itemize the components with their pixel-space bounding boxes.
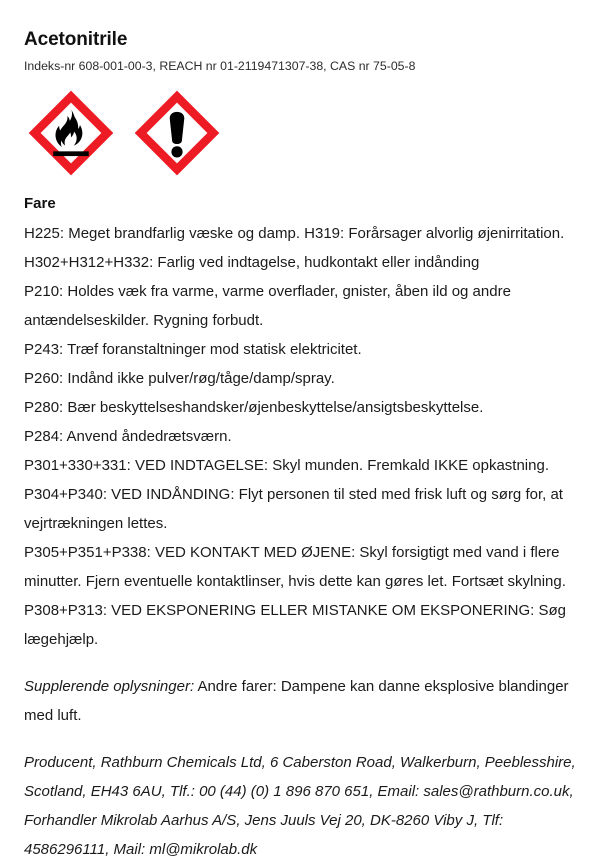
- signal-word: Fare: [24, 195, 56, 212]
- flame-pictogram: [25, 87, 117, 179]
- pictogram-row: [25, 87, 576, 179]
- page-title: Acetonitrile: [24, 29, 128, 50]
- statement: P305+P351+P338: VED KONTAKT MED ØJENE: Skyl forsigtigt med vand i flere minutter. Fjern eventuelle kontaktlinser, hvis dette kan gøres let. Fortsæt skylning.: [24, 544, 566, 590]
- statement: P304+P340: VED INDÅNDING: Flyt personen til sted med frisk luft og sørg for, at vejrtrækningen lettes.: [24, 486, 563, 532]
- statement: P301+330+331: VED INDTAGELSE: Skyl munden. Fremkald IKKE opkastning.: [24, 457, 549, 474]
- statement: P308+P313: VED EKSPONERING ELLER MISTANKE OM EKSPONERING: Søg lægehjælp.: [24, 602, 566, 648]
- substance-identifiers: Indeks-nr 608-001-00-3, REACH nr 01-2119471307-38, CAS nr 75-05-8: [24, 59, 416, 73]
- supplemental-information: [24, 672, 576, 730]
- exclamation-mark-pictogram: [131, 87, 223, 179]
- supplier-contact-information: Producent, Rathburn Chemicals Ltd, 6 Caberston Road, Walkerburn, Peeblesshire, Scotland, EH43 6AU, Tlf.: 00 (44) (0) 1 896 870 651, Email: sales@rathburn.co.uk, Forhandler Mikrolab Aarhus A/S, Jens Juuls Vej 20, DK-8260 Viby J, Tlf: 4586296111, Mail: ml@mikrolab.dk: [24, 754, 576, 858]
- statement: P260: Indånd ikke pulver/røg/tåge/damp/spray.: [24, 370, 335, 387]
- statement: P280: Bær beskyttelseshandsker/øjenbeskyttelse/ansigtsbeskyttelse.: [24, 399, 484, 416]
- statement: H225: Meget brandfarlig væske og damp. H319: Forårsager alvorlig øjenirritation. H302+H312+H332: Farlig ved indtagelse, hudkontakt eller indånding: [24, 225, 565, 271]
- statement: P284: Anvend åndedrætsværn.: [24, 428, 232, 445]
- statement: P243: Træf foranstaltninger mod statisk elektricitet.: [24, 341, 362, 358]
- statement: P210: Holdes væk fra varme, varme overflader, gnister, åben ild og andre antændelseskilder. Rygning forbudt.: [24, 283, 511, 329]
- supplemental-text: Andre farer: Dampene kan danne eksplosive blandinger med luft.: [24, 678, 569, 724]
- hazard-statements-block: [24, 219, 576, 654]
- supplemental-label: Supplerende oplysninger:: [24, 678, 195, 695]
